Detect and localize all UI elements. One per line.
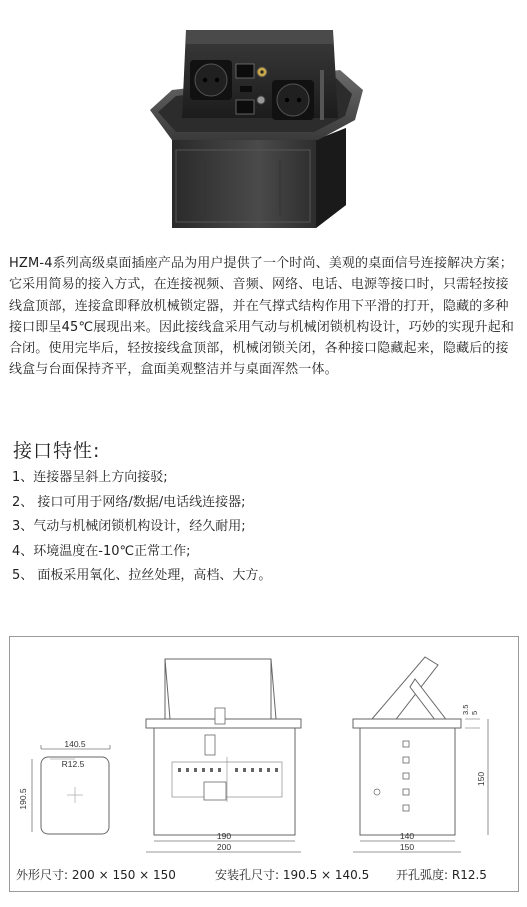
socket-right-icon xyxy=(272,80,314,120)
feature-item: 4、环境温度在-10℃正常工作; xyxy=(12,543,191,559)
feature-item: 5、 面板采用氧化、拉丝处理，高档、大方。 xyxy=(12,568,272,583)
side-height-label: 150 xyxy=(476,771,486,787)
top-radius-label: R12.5 xyxy=(61,759,85,769)
front-outer-width-label: 200 xyxy=(216,842,232,852)
side-inner-width-label: 140 xyxy=(399,831,415,841)
front-inner-width-label: 190 xyxy=(216,831,232,841)
feature-item: 1、连接器呈斜上方向接驳; xyxy=(12,470,168,485)
mounting-hole-size: 安装孔尺寸: 190.5 × 140.5 xyxy=(215,868,370,882)
side-small-label-2: 5 xyxy=(470,710,479,715)
hole-radius: 开孔弧度: R12.5 xyxy=(396,868,487,882)
socket-left-icon xyxy=(190,60,232,100)
features-title: 接口特性: xyxy=(13,440,101,462)
feature-item: 3、气动与机械闭锁机构设计，经久耐用; xyxy=(12,519,246,534)
product-photo xyxy=(0,0,527,245)
side-view-drawing xyxy=(353,657,488,852)
technical-drawing xyxy=(9,636,519,892)
dimensions-row xyxy=(9,866,517,884)
top-width-label: 140.5 xyxy=(64,739,86,749)
features-list xyxy=(12,466,271,589)
top-view-drawing xyxy=(18,739,110,834)
feature-item: 2、 接口可用于网络/数据/电话线连接器; xyxy=(12,494,246,510)
overall-size: 外形尺寸: 200 × 150 × 150 xyxy=(16,868,176,882)
top-height-label: 190.5 xyxy=(18,788,28,810)
side-small-label-1: 3.5 xyxy=(461,704,470,715)
front-view-drawing xyxy=(146,659,301,852)
product-description: HZM-4系列高级桌面插座产品为用户提供了一个时尚、美观的桌面信号连接解决方案；它采用简易的接入方式，在连接视频、音频、网络、电话、电源等接口时，只需轻按接线盒顶部，连接盒即释放机械锁定器，并在气撑式结构作用下平滑的打开，隐藏的多种接口即呈45℃展现出来。因此接线盒采用气动与机械闭锁机构设计，巧妙的实现升起和合闭。使用完毕后，轻按接线盒顶部，机械闭锁关闭，各种接口隐藏起来，隐藏后的接线盒与台面保持齐平，盒面美观整洁并与桌面浑然一体。 xyxy=(9,256,514,378)
side-outer-width-label: 150 xyxy=(399,842,415,852)
